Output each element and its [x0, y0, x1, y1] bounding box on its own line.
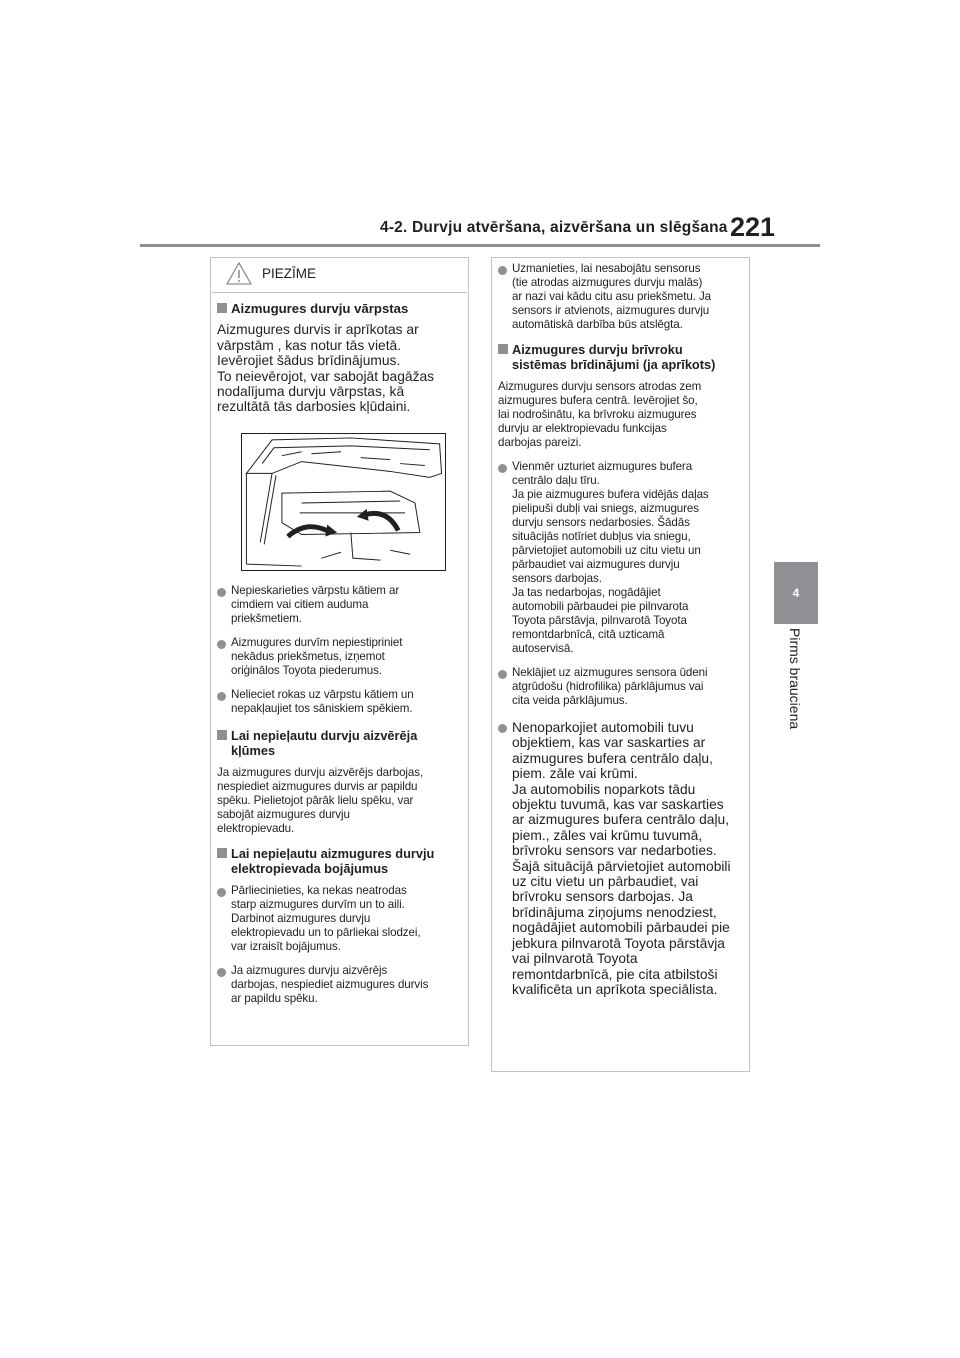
chapter-label: Pirms brauciena [787, 628, 803, 730]
bullet-no-coatings: Neklājiet uz aizmugures sensora ūdeni atgrūdošu (hidrofilika) pārklājumus vai cita veida pārklājumus. [498, 666, 741, 708]
notice-header [212, 258, 467, 293]
bullet-parking-objects: Nenoparkojiet automobili tuvu objektiem, kas var saskarties ar aizmugures bufera centrālo daļu, piem. zāle vai krūmi. Ja automobilis noparkots tādu objektu tuvumā, kas var saskarties ar aizmugures bufera centrālo daļu, piem., zāles vai krūmu tuvumā, brīvroku sensors var nedarboties. Šajā situācijā pārvietojiet automobili uz citu vietu un pārbaudiet, vai brīvroku sensors darbojas. Ja brīdinājuma ziņojums nenodziest, nogādājiet automobili pārbaudei pie jebkura pilnvarotā Toyota pārstāvja vai pilnvarotā Toyota remontdarbnīcā, pie cita atbilstoši kvalificēta un aprīkota speciālista. [498, 720, 741, 997]
bullet-nothing-between: Pārliecinieties, ka nekas neatrodas starp aizmugures durvīm un to aili. Darbinot aizmugures durvju elektropievadu un to pārliekai slodzei, var izraisīt bojājumus. [217, 884, 460, 954]
paragraph-struts: Aizmugures durvis ir aprīkotas ar vārpstām , kas notur tās vietā. Ievērojiet šādus brīdinājumus. To neievērojot, var sabojāt bagāžas nodalījuma durvju vārpstas, kā rezultātā tās darbosies kļūdaini. [217, 322, 435, 415]
bullet-closer-force: Ja aizmugures durvju aizvērējs darbojas, nespiediet aizmugures durvis ar papildu spēku. [217, 964, 460, 1006]
paragraph-handsfree: Aizmugures durvju sensors atrodas zem aizmugures bufera centrā. Ievērojiet šo, lai nodrošinātu, ka brīvroku aizmugures durvju ar elektropievadu funkcijas darbojas pareizi. [498, 380, 702, 449]
heading-tailgate-struts: Aizmugures durvju vārpstas [217, 301, 460, 316]
heading-closer-failure: Lai nepieļautu durvju aizvērēja kļūmes [217, 728, 460, 758]
warning-triangle-icon [226, 262, 252, 285]
heading-power-damage: Lai nepieļautu aizmugures durvju elektropievada bojājumus [217, 846, 460, 876]
tailgate-struts-illustration [241, 433, 446, 571]
bullet-struts-hands: Nelieciet rokas uz vārpstu kātiem un nepakļaujiet tos sāniskiem spēkiem. [217, 688, 460, 716]
section-title: 4-2. Durvju atvēršana, aizvēršana un slēgšana [380, 219, 728, 236]
notice-label: PIEZĪME [262, 266, 317, 281]
heading-handsfree: Aizmugures durvju brīvroku sistēmas brīdinājumi (ja aprīkots) [498, 342, 741, 372]
chapter-number: 4 [792, 586, 800, 600]
bullet-sensors-sharp: Uzmanieties, lai nesabojātu sensorus (tie atrodas aizmugures durvju malās) ar nazi vai kādu citu asu priekšmetu. Ja sensors ir atvienots, aizmugures durvju automātiskā darbība būs atslēgta. [498, 262, 741, 332]
notice-box-left [210, 257, 469, 1046]
bullet-struts-accessories: Aizmugures durvīm nepiestipriniet nekādus priekšmetus, izņemot oriģinālos Toyota piederumus. [217, 636, 460, 678]
chapter-tab [774, 562, 818, 624]
page-number: 221 [730, 212, 776, 242]
notice-box-right [491, 257, 750, 1072]
bullet-bumper-clean: Vienmēr uzturiet aizmugures bufera centrālo daļu tīru. Ja pie aizmugures bufera vidējās daļas pielipuši dubļi vai sniegs, aizmugures durvju sensors nedarbosies. Šādās situācijās notīriet dubļus via sniegu, pārvietojiet automobili uz citu vietu un pārbaudiet vai aizmugures durvju sensors darbojas. Ja tas nedarbojas, nogādājiet automobili pārbaudei pie pilnvarota Toyota pārstāvja, pilnvarotā Toyota remontdarbnīcā, citā uzticamā autoservisā. [498, 460, 741, 656]
header-divider [140, 244, 820, 247]
chapter-side-label [781, 628, 811, 748]
paragraph-closer: Ja aizmugures durvju aizvērējs darbojas, nespiediet aizmugures durvis ar papildu spēku. Pielietojot pārāk lielu spēku, var sabojāt aizmugures durvju elektropievadu. [217, 765, 424, 835]
bullet-struts-gloves: Nepieskarieties vārpstu kātiem ar cimdiem vai citiem auduma priekšmetiem. [217, 584, 460, 626]
